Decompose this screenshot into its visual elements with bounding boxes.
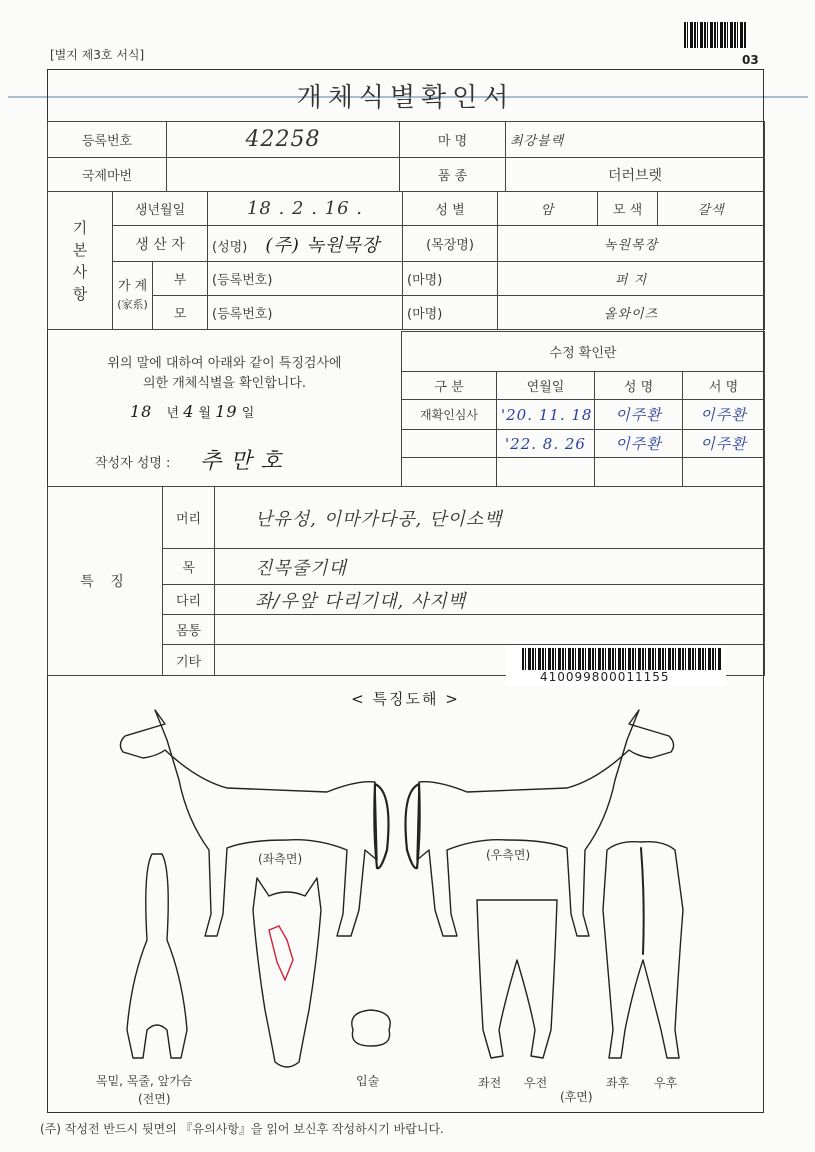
coat-value: 갈색 <box>658 192 765 226</box>
registration-table <box>47 121 765 192</box>
day-label: 일 <box>241 406 255 421</box>
right-fore-caption: 우전 <box>524 1076 548 1090</box>
author-label: 작성자 성명 : <box>95 456 171 471</box>
date-day: 19 <box>215 402 238 421</box>
producer-name-label: (성명) <box>212 239 248 255</box>
front-view <box>127 854 187 1058</box>
row3-name <box>595 458 683 487</box>
right-side-horse <box>406 710 674 936</box>
intl-no-value <box>167 158 400 192</box>
producer-cell <box>208 226 403 262</box>
features-section-label: 특 징 <box>48 487 163 676</box>
sire-name-value: 퍼 지 <box>498 262 765 296</box>
breed-value: 더러브렛 <box>506 158 765 192</box>
neck-label: 목 <box>163 549 215 585</box>
row1-type: 재확인심사 <box>402 400 497 430</box>
sire-reg-label: (등록번호) <box>208 262 403 296</box>
author-value: 추 만 호 <box>200 449 283 474</box>
date-year: 18 <box>130 402 153 421</box>
confirm-text-2: 의한 개체식별을 확인합니다. <box>142 376 307 391</box>
row2-name: 이주환 <box>595 430 683 458</box>
head-front-view <box>253 878 321 1067</box>
row2-sign: 이주환 <box>683 430 765 458</box>
reg-no-value: 42258 <box>167 122 400 158</box>
sex-value: 암 <box>498 192 598 226</box>
col-type: 구 분 <box>402 372 497 400</box>
neck-value: 진목줄기대 <box>215 549 765 585</box>
diagram-title: < 특징도해 > <box>351 690 460 708</box>
basic-section-text: 기본사항 <box>72 218 88 303</box>
head-label: 머리 <box>163 487 215 549</box>
horse-name-value: 최강블랙 <box>506 122 765 158</box>
farm-value: 녹원목장 <box>498 226 765 262</box>
pedigree-text: 가 계 <box>117 278 148 294</box>
top-barcode <box>684 22 746 48</box>
rear-subcaption: (후면) <box>560 1090 593 1104</box>
right-hind-caption: 우후 <box>654 1076 678 1090</box>
left-side-caption: (좌측면) <box>258 852 303 866</box>
intl-no-label: 국제마번 <box>48 158 167 192</box>
revision-table <box>401 331 765 487</box>
pedigree-hanja: (家系) <box>117 297 148 311</box>
col-date: 연월일 <box>497 372 595 400</box>
row3-type <box>402 458 497 487</box>
mid-barcode <box>522 648 722 670</box>
feature-diagram <box>47 700 764 1105</box>
head-value: 난유성, 이마가다공, 단이소백 <box>215 487 765 549</box>
sire-label: 부 <box>153 262 208 296</box>
front-subcaption: (전면) <box>138 1092 171 1106</box>
revision-title: 수정 확인란 <box>402 332 765 372</box>
basic-info-table <box>47 191 765 330</box>
row3-sign <box>683 458 765 487</box>
confirm-date <box>130 402 254 421</box>
row1-date: '20. 11. 18 <box>497 400 595 430</box>
horse-name-label: 마 명 <box>400 122 506 158</box>
sex-label: 성 별 <box>403 192 498 226</box>
basic-section-label <box>48 192 113 330</box>
col-name: 성 명 <box>595 372 683 400</box>
breed-label: 품 종 <box>400 158 506 192</box>
reg-no-label: 등록번호 <box>48 122 167 158</box>
col-sign: 서 명 <box>683 372 765 400</box>
row3-date <box>497 458 595 487</box>
dam-name-label: (마명) <box>403 296 498 330</box>
body-label: 몸통 <box>163 615 215 645</box>
coat-label: 모 색 <box>598 192 658 226</box>
other-label: 기타 <box>163 645 215 676</box>
page-title: 개체식별확인서 <box>296 83 515 113</box>
fore-legs-front <box>477 900 557 1058</box>
right-side-caption: (우측면) <box>486 848 531 862</box>
barcode-number: 410099800011155 <box>540 670 670 684</box>
producer-name-value: (주) 녹원목장 <box>265 234 381 256</box>
page-code: 03 <box>742 53 759 67</box>
rear-view <box>603 842 683 1058</box>
row2-type <box>402 430 497 458</box>
row2-date: '22. 8. 26 <box>497 430 595 458</box>
year-label: 년 <box>166 406 180 421</box>
row1-name: 이주환 <box>595 400 683 430</box>
date-month: 4 <box>183 402 195 421</box>
dam-label: 모 <box>153 296 208 330</box>
footer-note: (주) 작성전 반드시 뒷면의 『유의사항』을 읽어 보신후 작성하시기 바랍니다. <box>40 1122 444 1136</box>
sire-name-label: (마명) <box>403 262 498 296</box>
front-caption: 목밑, 목줄, 앞가슴 <box>96 1074 193 1088</box>
leg-label: 다리 <box>163 585 215 615</box>
left-fore-caption: 좌전 <box>478 1076 502 1090</box>
birth-value: 18 . 2 . 16 . <box>208 192 403 226</box>
row1-sign: 이주환 <box>683 400 765 430</box>
pedigree-label <box>113 262 153 330</box>
lip-caption: 입술 <box>356 1074 380 1088</box>
dam-reg-label: (등록번호) <box>208 296 403 330</box>
dam-name-value: 올와이즈 <box>498 296 765 330</box>
form-number: [별지 제3호 서식] <box>50 48 145 62</box>
farm-label: (목장명) <box>403 226 498 262</box>
producer-label: 생 산 자 <box>113 226 208 262</box>
body-value <box>215 615 765 645</box>
lip-view <box>352 1010 390 1046</box>
birth-label: 생년월일 <box>113 192 208 226</box>
confirm-text-1: 위의 말에 대하여 아래와 같이 특징검사에 <box>107 356 342 371</box>
month-label: 월 <box>198 406 212 421</box>
leg-value: 좌/우앞 다리기대, 사지백 <box>215 585 765 615</box>
left-hind-caption: 좌후 <box>606 1076 630 1090</box>
